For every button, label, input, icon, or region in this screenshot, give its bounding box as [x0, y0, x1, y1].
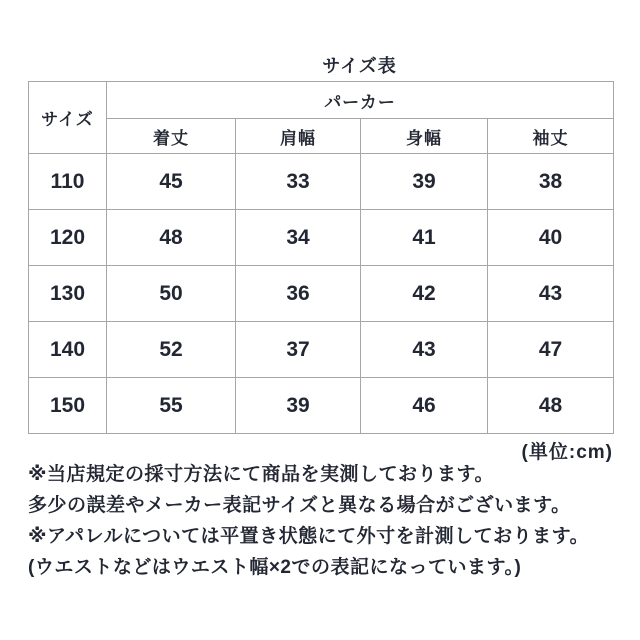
measurement-header-cell: 着丈 [107, 119, 236, 154]
value-cell: 55 [107, 378, 236, 434]
value-cell: 47 [488, 322, 614, 378]
table-header-row-measurements [29, 119, 614, 154]
value-cell: 40 [488, 210, 614, 266]
value-cell: 43 [488, 266, 614, 322]
table-row [29, 378, 614, 434]
corner-header-cell: サイズ [29, 82, 107, 154]
value-cell: 45 [107, 154, 236, 210]
measurement-header-cell: 袖丈 [488, 119, 614, 154]
table-row [29, 322, 614, 378]
note-line: ※当店規定の採寸方法にて商品を実測しております。 [28, 464, 494, 485]
size-cell: 120 [29, 210, 107, 266]
note-line: 多少の誤差やメーカー表記サイズと異なる場合がございます。 [28, 495, 571, 516]
value-cell: 50 [107, 266, 236, 322]
note-line: (ウエストなどはウエスト幅×2での表記になっています。) [28, 557, 522, 578]
value-cell: 36 [236, 266, 361, 322]
size-cell: 110 [29, 154, 107, 210]
value-cell: 38 [488, 154, 614, 210]
value-cell: 46 [361, 378, 488, 434]
unit-label: (単位:cm) [521, 442, 613, 463]
notes [28, 459, 618, 583]
value-cell: 34 [236, 210, 361, 266]
value-cell: 33 [236, 154, 361, 210]
size-table [28, 81, 614, 434]
measurement-header-cell: 身幅 [361, 119, 488, 154]
value-cell: 48 [107, 210, 236, 266]
value-cell: 42 [361, 266, 488, 322]
value-cell: 37 [236, 322, 361, 378]
value-cell: 39 [361, 154, 488, 210]
value-cell: 48 [488, 378, 614, 434]
table-row [29, 210, 614, 266]
value-cell: 41 [361, 210, 488, 266]
size-cell: 140 [29, 322, 107, 378]
page-title: サイズ表 [322, 56, 397, 76]
table-header-row-group [29, 82, 614, 119]
measurement-header-cell: 肩幅 [236, 119, 361, 154]
size-cell: 150 [29, 378, 107, 434]
size-cell: 130 [29, 266, 107, 322]
group-header-cell: パーカー [107, 82, 614, 119]
value-cell: 52 [107, 322, 236, 378]
value-cell: 39 [236, 378, 361, 434]
table-row [29, 154, 614, 210]
note-line: ※アパレルについては平置き状態にて外寸を計測しております。 [28, 526, 590, 547]
value-cell: 43 [361, 322, 488, 378]
table-row [29, 266, 614, 322]
